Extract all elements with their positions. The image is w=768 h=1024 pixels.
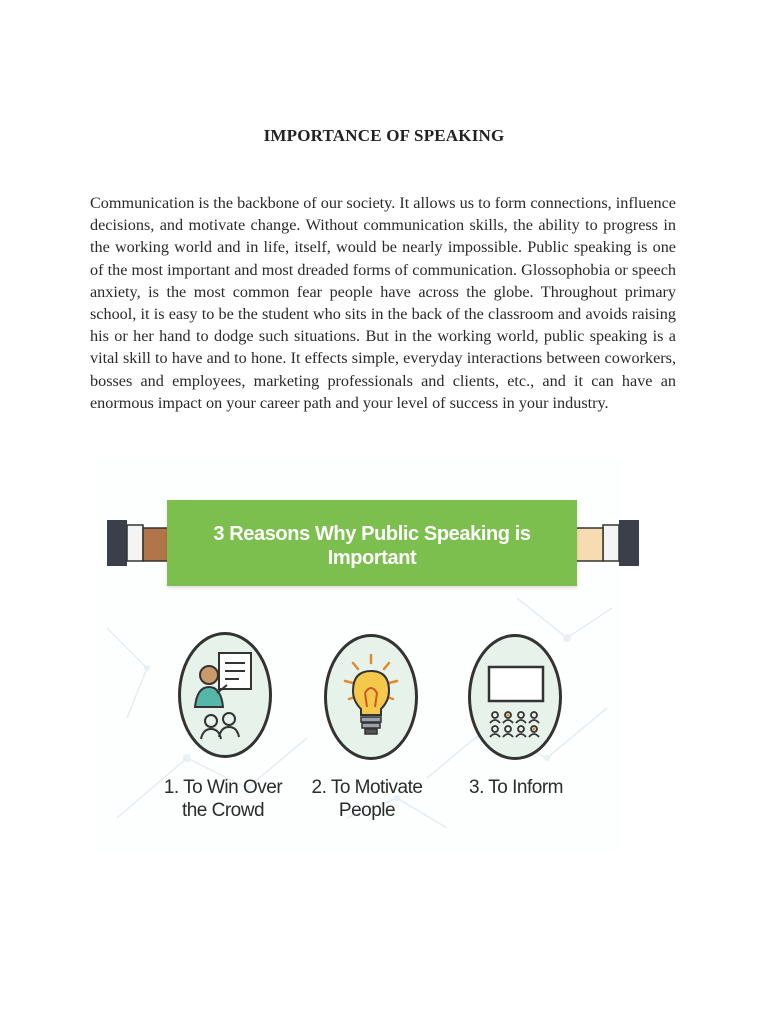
banner-title — [167, 522, 577, 570]
infographic — [97, 458, 621, 852]
reason-2-line1: 2. To Motivate — [311, 777, 423, 798]
reason-1-circle — [178, 632, 272, 758]
banner-title-line2: Important — [327, 547, 417, 569]
document-title: IMPORTANCE OF SPEAKING — [263, 126, 505, 145]
reason-2-circle — [324, 634, 418, 760]
reason-2-caption — [297, 776, 437, 822]
reason-1-caption — [153, 776, 293, 822]
banner-title-line1: 3 Reasons Why Public Speaking is — [213, 523, 531, 545]
reason-3-line1: 3. To Inform — [469, 777, 563, 798]
reason-1-line2: the Crowd — [181, 800, 265, 821]
reason-1-line1: 1. To Win Over — [163, 777, 283, 798]
body-paragraph: Communication is the backbone of our society. It allows us to form connections, influence decisions, and motivate change. Without communication skills, the ability to progress in the working world and in life, itself, would be nearly impossible. Public speaking is one of the most important and most dreaded forms of communication. Glossophobia or speech anxiety, is the most common fear people have across the globe. Throughout primary school, it is easy to be the student who sits in the back of the classroom and avoids raising his or her hand to dodge such situations. But in the working world, public speaking is a vital skill to have and to hone. It effects simple, everyday interactions between coworkers, bosses and employees, marketing professionals and clients, etc., and it can have an enormous impact on your career path and your level of success in your industry. — [90, 194, 676, 412]
presenter-icon — [181, 635, 269, 755]
lightbulb-icon — [327, 637, 415, 757]
reason-2-line2: People — [338, 800, 396, 821]
reason-3-caption — [446, 776, 586, 799]
audience-screen-icon — [471, 637, 559, 757]
reason-3-circle — [468, 634, 562, 760]
